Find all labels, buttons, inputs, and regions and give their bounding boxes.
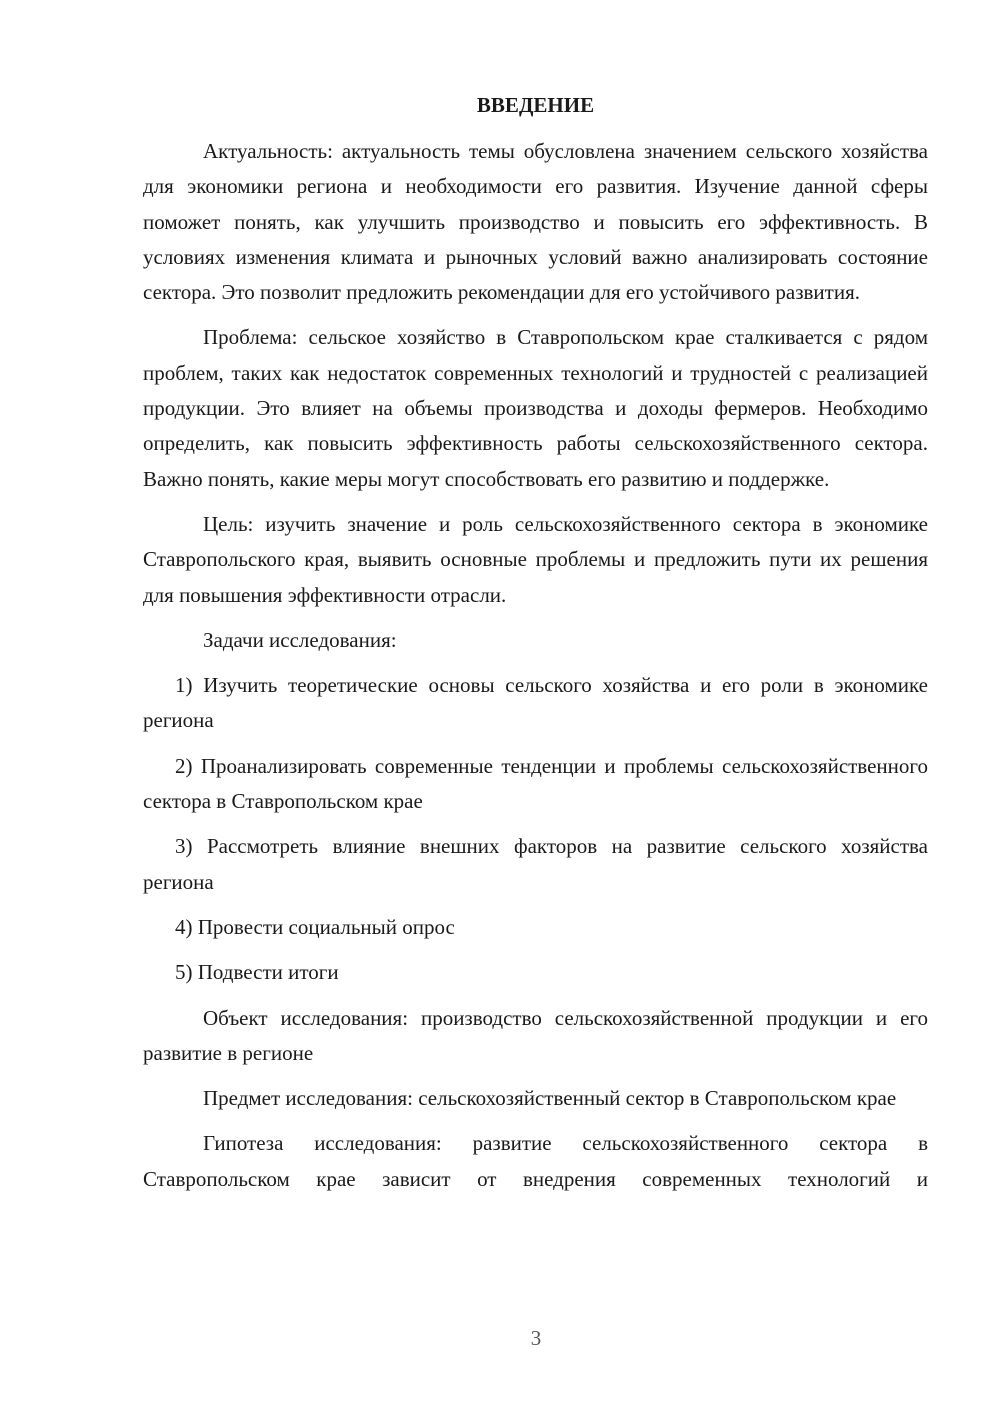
document-page — [143, 88, 928, 1207]
hypothesis-paragraph: Гипотеза исследования: развитие сельскохозяйственного сектора в Ставропольском крае зависит от внедрения современных технологий и — [143, 1131, 928, 1191]
tasks-heading: Задачи исследования: — [203, 627, 397, 652]
relevance-paragraph: Актуальность: актуальность темы обусловлена значением сельского хозяйства для экономики региона и необходимости его развития. Изучение данной сферы поможет понять, как улучшить производство и повысить его эффективность. В условиях изменения климата и рыночных условий важно анализировать состояние сектора. Это позволит предложить рекомендации для его устойчивого развития. — [143, 139, 928, 305]
task-item-4: 4) Провести социальный опрос — [175, 914, 455, 939]
subject-paragraph: Предмет исследования: сельскохозяйственный сектор в Ставропольском крае — [203, 1086, 897, 1111]
task-item-1: 1) Изучить теоретические основы сельского хозяйства и его роли в экономике региона — [143, 673, 928, 733]
problem-paragraph: Проблема: сельское хозяйство в Ставропольском крае сталкивается с рядом проблем, таких как недостаток современных технологий и трудностей с реализацией продукции. Это влияет на объемы производства и доходы фермеров. Необходимо определить, как повысить эффективность работы сельскохозяйственного сектора. Важно понять, какие меры могут способствовать его развитию и поддержке. — [143, 325, 928, 491]
task-item-2: 2) Проанализировать современные тенденции и проблемы сельскохозяйственного сектора в Ставропольском крае — [143, 753, 928, 814]
page-number: 3 — [530, 1326, 542, 1350]
task-item-5: 5) Подвести итоги — [175, 960, 339, 985]
task-item-3: 3) Рассмотреть влияние внешних факторов на развитие сельского хозяйства региона — [143, 834, 928, 894]
goal-paragraph: Цель: изучить значение и роль сельскохозяйственного сектора в экономике Ставропольского края, выявить основные проблемы и предложить пути их решения для повышения эффективности отрасли. — [143, 511, 928, 607]
page-title: ВВЕДЕНИЕ — [476, 93, 595, 117]
object-paragraph: Объект исследования: производство сельскохозяйственной продукции и его развитие в регионе — [143, 1005, 928, 1065]
